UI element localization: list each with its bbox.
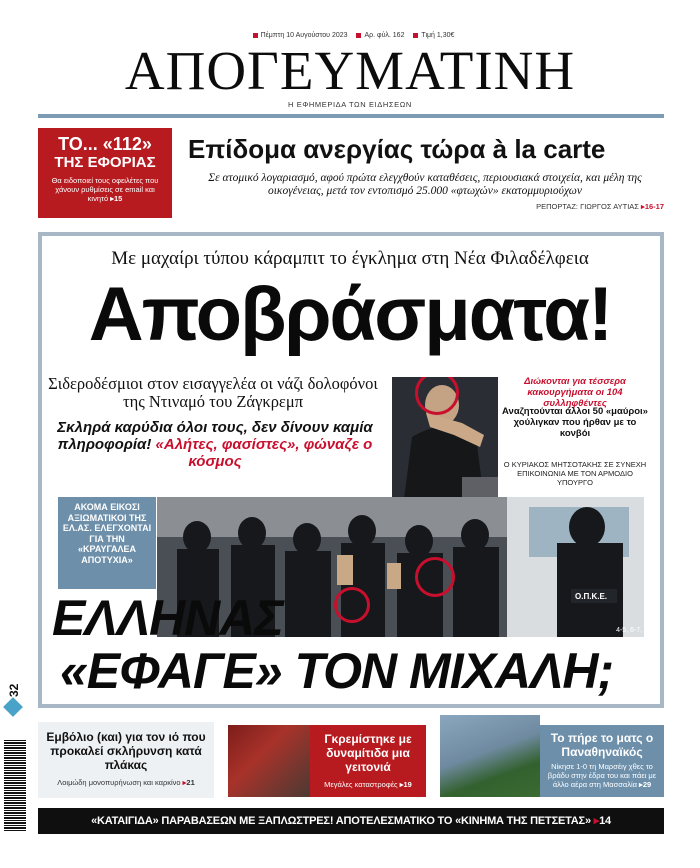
big-headline-line2[interactable]: «ΕΦΑΓΕ» ΤΟΝ ΜΙΧΑΛΗ; (60, 643, 614, 699)
masthead-infoline (0, 32, 700, 39)
lead-kicker: Με μαχαίρι τύπου κάραμπιτ το έγκλημα στη Νέα Φιλαδέλφεια (111, 248, 589, 269)
newspaper-tagline: Η ΕΦΗΜΕΡΙΔΑ ΤΩΝ ΕΙΔΗΣΕΩΝ (288, 100, 412, 109)
lead-subhead: Σιδεροδέσμιοι στον εισαγγελέα οι νάζι δολοφόνοι της Ντιναμό του Ζάγκρεμπ (48, 374, 378, 411)
promo-box-112[interactable] (38, 128, 172, 218)
side-note-pm: Ο ΚΥΡΙΑΚΟΣ ΜΗΤΣΟΤΑΚΗΣ ΣΕ ΣΥΝΕΧΗ ΕΠΙΚΟΙΝΩΝΙΑ ΜΕ ΤΟΝ ΑΡΜΟΔΙΟ ΥΠΟΥΡΓΟ (503, 460, 647, 487)
teaser-demolition-sub: Μεγάλες καταστροφές ▸19 (324, 780, 412, 789)
footer-teaser-page: 14 (599, 815, 611, 827)
unemployment-byline (360, 202, 664, 211)
teaser-demolition[interactable] (310, 725, 426, 797)
bullet-square-icon (253, 33, 258, 38)
reporter-name: ΡΕΠΟΡΤΑΖ: ΓΙΩΡΓΟΣ ΑΥΤΙΑΣ (536, 202, 639, 211)
diamond-icon (3, 697, 23, 717)
side-note-charges: Διώκονται για τέσσερα κακουργήματα οι 104 συλληφθέντες (524, 376, 626, 409)
unemployment-headline[interactable]: Επίδομα ανεργίας τώρα à la carte (188, 134, 606, 164)
lead-deck-bold: Σκληρά καρύδια όλοι τους, δεν δίνουν καμία πληροφορία! (57, 419, 373, 453)
issue-price: Τιμή 1,30€ (421, 32, 455, 39)
promo-112-line2: ΤΗΣ ΕΦΟΡΙΑΣ (54, 154, 156, 171)
teaser-vaccine-title: Εμβόλιο (και) για τον ιό που προκαλεί σκλήρυνση κατά πλάκας (46, 730, 206, 772)
police-vest-label: Ο.Π.Κ.Ε. (575, 592, 608, 601)
bullet-square-icon (413, 33, 418, 38)
teaser-vaccine[interactable] (38, 722, 214, 798)
police-officers-box[interactable]: ΑΚΟΜΑ ΕΙΚΟΣΙ ΑΞΙΩΜΑΤΙΚΟΙ ΤΗΣ ΕΛ.ΑΣ. ΕΛΕΓΧΟΝΤΑΙ ΓΙΑ ΤΗΝ «ΚΡΑΥΓΑΛΕΑ ΑΠΟΤΥΧΙΑ» (58, 497, 156, 589)
side-note-search: Αναζητούνται άλλοι 50 «μαύροι» χούλιγκαν που ήρθαν με το κονβόι (502, 406, 648, 439)
teaser-demolition-title: Γκρεμίστηκε με δυναμίτιδα μια γειτονιά (324, 732, 412, 774)
lead-headline[interactable]: Αποβράσματα! (88, 272, 612, 357)
unemployment-subtitle: Σε ατομικό λογαριασμό, αφού πρώτα ελεγχθούν καταθέσεις, περιουσιακά στοιχεία, και μέλη της οικογένειας, μετά τον εντοπισμό 25.000 «φτωχών» εκατομμυριούχων (208, 172, 642, 197)
promo-112-line1: ΤΟ... «112» (58, 134, 152, 154)
issue-number: Αρ. φύλ. 162 (364, 32, 405, 39)
lead-deck (48, 419, 382, 470)
demolition-photo (228, 725, 310, 797)
teaser-panathinaikos[interactable] (540, 725, 664, 797)
footer-teaser-bar[interactable] (38, 808, 664, 834)
promo-112-page: 15 (114, 194, 123, 203)
big-headline-line1[interactable]: ΕΛΛΗΝΑΣ (52, 590, 283, 646)
page-arrow-icon: ▸ (641, 202, 645, 211)
unemployment-pages: 16-17 (644, 202, 664, 211)
newspaper-logo: ΑΠΟΓΕΥΜΑΤΙΝΗ (124, 40, 576, 101)
issue-date: Πέμπτη 10 Αυγούστου 2023 (260, 32, 348, 39)
lead-deck-red: «Αλήτες, φασίστες», φώναζε ο κόσμος (155, 436, 373, 470)
highlight-circle (415, 557, 455, 597)
teaser-panathinaikos-sub: Νίκησε 1-0 τη Μαρσέιγ χθες το βράδυ στην έδρα του και πάει με άλλο αέρα στη Μασσαλία ▸29 (547, 762, 657, 789)
page-number: 32 (7, 683, 21, 697)
barcode (4, 740, 26, 832)
promo-112-text: Θα ειδοποιεί τους οφειλέτες που χάνουν ρυθμίσεις σε email και κινητό ▸15 (51, 176, 159, 203)
photo-page-ref: 4-5, 6-7, 8 (616, 627, 648, 634)
footer-teaser-text: «ΚΑΤΑΙΓΙΔΑ» ΠΑΡΑΒΑΣΕΩΝ ΜΕ ΞΑΠΛΩΣΤΡΕΣ! ΑΠΟΤΕΛΕΣΜΑΤΙΚΟ ΤΟ «ΚΙΝΗΜΑ ΤΗΣ ΠΕΤΣΕΤΑΣ» (91, 815, 591, 827)
teaser-panathinaikos-title: Το πήρε το ματς ο Παναθηναϊκός (550, 731, 654, 759)
teaser-vaccine-sub: Λοιμώδη μονοπυρήνωση και καρκίνο ▸21 (57, 778, 195, 787)
football-photo (440, 715, 540, 797)
bullet-square-icon (356, 33, 361, 38)
masthead-divider (38, 114, 664, 118)
page-arrow-icon: ▸ (593, 815, 600, 827)
